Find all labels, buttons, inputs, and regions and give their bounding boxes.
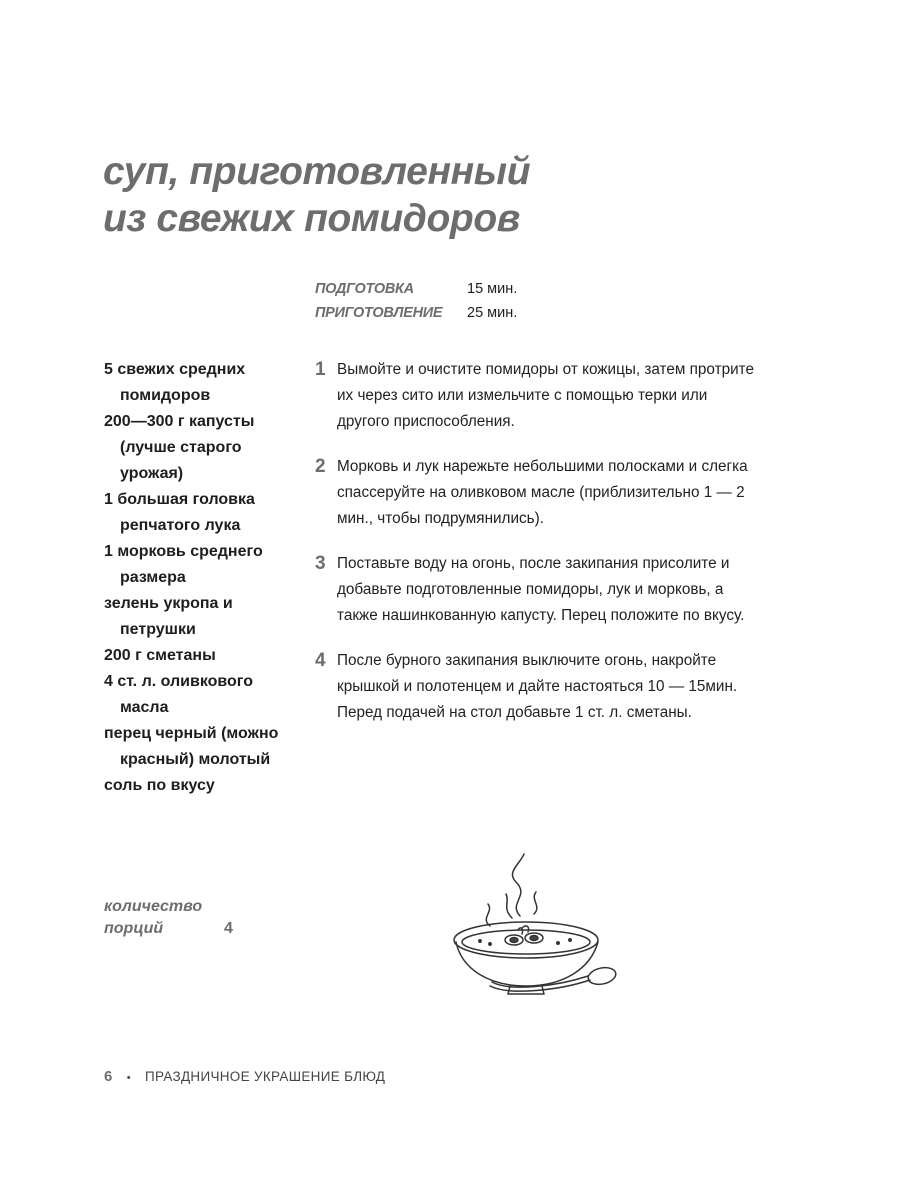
page-footer bbox=[104, 1068, 385, 1085]
prep-time-row bbox=[315, 277, 517, 301]
servings-label bbox=[104, 896, 202, 940]
cook-time-row bbox=[315, 301, 517, 325]
servings-label-line-1: количество bbox=[104, 898, 203, 915]
ingredient-item: 1 морковь среднего размера bbox=[104, 543, 263, 586]
ingredient-list bbox=[104, 357, 294, 799]
ingredient-item: зелень укропа и петрушки bbox=[104, 595, 233, 638]
step-text: После бурного закипания выключите огонь, накройте крышкой и полотенцем и дайте настояться 10 — 15мин. Перед подачей на стол добавьте 1 ст. л. сметаны. bbox=[337, 652, 738, 721]
ingredient-item: 5 свежих средних помидоров bbox=[104, 361, 246, 404]
prep-time-value: 15 мин. bbox=[467, 281, 518, 297]
step-item bbox=[315, 551, 755, 629]
ingredient-item: 200—300 г капусты (лучше старого урожая) bbox=[104, 413, 255, 482]
footer-separator: • bbox=[126, 1072, 131, 1084]
step-list bbox=[315, 357, 755, 745]
step-number: 3 bbox=[315, 553, 326, 574]
step-number: 2 bbox=[315, 456, 326, 477]
recipe-title-line-2: из свежих помидоров bbox=[103, 197, 520, 240]
ingredient-item: соль по вкусу bbox=[104, 777, 215, 794]
step-text: Морковь и лук нарежьте небольшими полосками и слегка спассеруйте на оливковом масле (приблизительно 1 — 2 мин., чтобы подрумянились). bbox=[337, 458, 748, 527]
soup-bowl-illustration-icon bbox=[450, 848, 620, 1003]
servings-value: 4 bbox=[224, 920, 233, 937]
servings-label-line-2: порций bbox=[104, 920, 164, 937]
ingredient-item: 4 ст. л. оливкового масла bbox=[104, 673, 254, 716]
cook-time-label: ПРИГОТОВЛЕНИЕ bbox=[315, 305, 443, 321]
step-item bbox=[315, 357, 755, 435]
step-text: Поставьте воду на огонь, после закипания присолите и добавьте подготовленные помидоры, лук и морковь, а также нашинкованную капусту. Перец положите по вкусу. bbox=[337, 555, 745, 624]
cook-time-value: 25 мин. bbox=[467, 305, 518, 321]
page-number: 6 bbox=[104, 1068, 113, 1085]
recipe-title bbox=[103, 148, 530, 242]
prep-time-label: ПОДГОТОВКА bbox=[315, 281, 414, 297]
step-item bbox=[315, 454, 755, 532]
step-number: 1 bbox=[315, 359, 326, 380]
step-number: 4 bbox=[315, 650, 326, 671]
step-item bbox=[315, 648, 755, 726]
footer-section-title: ПРАЗДНИЧНОЕ УКРАШЕНИЕ БЛЮД bbox=[144, 1069, 386, 1084]
ingredient-item: 1 большая головка репчатого лука bbox=[104, 491, 255, 534]
step-text: Вымойте и очистите помидоры от кожицы, затем протрите их через сито или измельчите с помощью терки или другого приспособления. bbox=[337, 361, 754, 430]
recipe-title-line-1: суп, приготовленный bbox=[103, 150, 531, 193]
ingredient-item: перец черный (можно красный) молотый bbox=[104, 725, 279, 768]
ingredient-item: 200 г сметаны bbox=[104, 647, 216, 664]
time-info bbox=[315, 277, 517, 325]
